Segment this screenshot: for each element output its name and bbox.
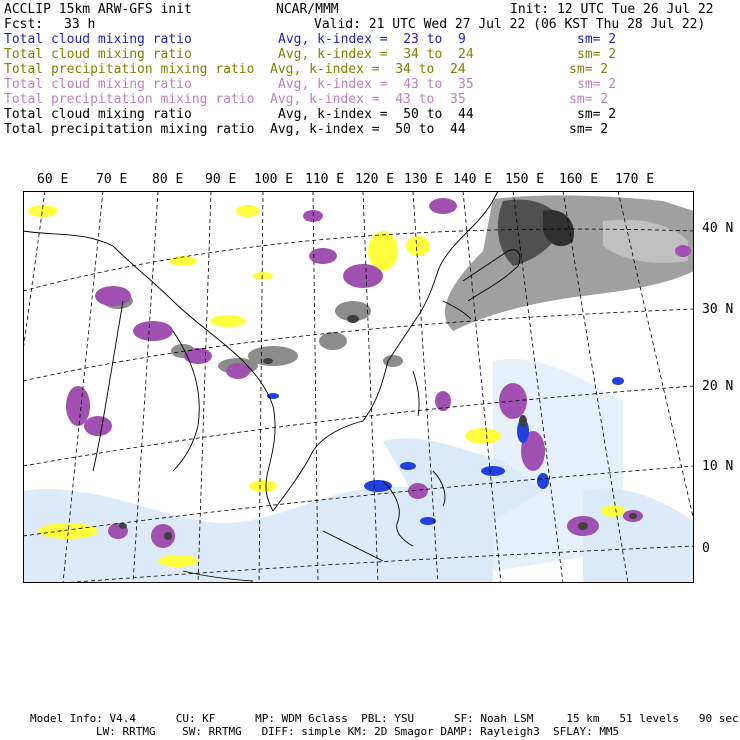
legend-sm: sm= 2	[577, 32, 617, 47]
legend-sm: sm= 2	[569, 122, 609, 137]
legend-field: Total cloud mixing ratio	[4, 77, 192, 92]
init-time: Init: 12 UTC Tue 26 Jul 22	[510, 2, 714, 17]
legend-avg: Avg, k-index = 34 to 24	[278, 47, 474, 62]
legend-sm: sm= 2	[577, 77, 617, 92]
valid-time: Valid: 21 UTC Wed 27 Jul 22 (06 KST Thu 28 Jul 22)	[314, 17, 706, 32]
lon-label: 90 E	[205, 172, 237, 187]
legend-avg: Avg, k-index = 34 to 24	[270, 62, 466, 77]
legend-avg: Avg, k-index = 23 to 9	[278, 32, 466, 47]
fcst-value: 33 h	[64, 17, 96, 32]
lat-label: 10 N	[702, 459, 734, 474]
lon-label: 170 E	[615, 172, 655, 187]
lon-label: 100 E	[254, 172, 294, 187]
legend-field: Total precipitation mixing ratio	[4, 122, 255, 137]
legend-avg: Avg, k-index = 43 to 35	[278, 77, 474, 92]
lon-label: 150 E	[505, 172, 545, 187]
legend-field: Total precipitation mixing ratio	[4, 92, 255, 107]
center-label: NCAR/MMM	[276, 2, 339, 17]
lat-label: 20 N	[702, 379, 734, 394]
lon-label: 140 E	[453, 172, 493, 187]
lat-label: 40 N	[702, 221, 734, 236]
model-info-line2: LW: RRTMG SW: RRTMG DIFF: simple KM: 2D Smagor DAMP: Rayleigh3 SFLAY: MM5	[96, 725, 620, 738]
lon-label: 70 E	[96, 172, 128, 187]
legend-sm: sm= 2	[569, 62, 609, 77]
legend-sm: sm= 2	[577, 47, 617, 62]
lon-label: 60 E	[37, 172, 69, 187]
lon-label: 130 E	[404, 172, 444, 187]
lat-label: 30 N	[702, 302, 734, 317]
legend-field: Total cloud mixing ratio	[4, 47, 192, 62]
map-title: ACCLIP 15km ARW-GFS init	[4, 2, 192, 17]
legend-avg: Avg, k-index = 43 to 35	[270, 92, 466, 107]
lat-label: 0	[702, 541, 710, 556]
legend-avg: Avg, k-index = 50 to 44	[278, 107, 474, 122]
model-info-line1: Model Info: V4.4 CU: KF MP: WDM 6class PBL: YSU SF: Noah LSM 15 km 51 levels 90 sec	[30, 712, 739, 725]
forecast-map	[23, 191, 694, 583]
legend-sm: sm= 2	[577, 107, 617, 122]
legend-field: Total cloud mixing ratio	[4, 107, 192, 122]
lon-label: 80 E	[152, 172, 184, 187]
legend-field: Total precipitation mixing ratio	[4, 62, 255, 77]
legend-field: Total cloud mixing ratio	[4, 32, 192, 47]
lon-label: 120 E	[355, 172, 395, 187]
lon-label: 160 E	[559, 172, 599, 187]
legend-avg: Avg, k-index = 50 to 44	[270, 122, 466, 137]
lon-label: 110 E	[305, 172, 345, 187]
legend-sm: sm= 2	[569, 92, 609, 107]
fcst-label: Fcst:	[4, 17, 44, 32]
